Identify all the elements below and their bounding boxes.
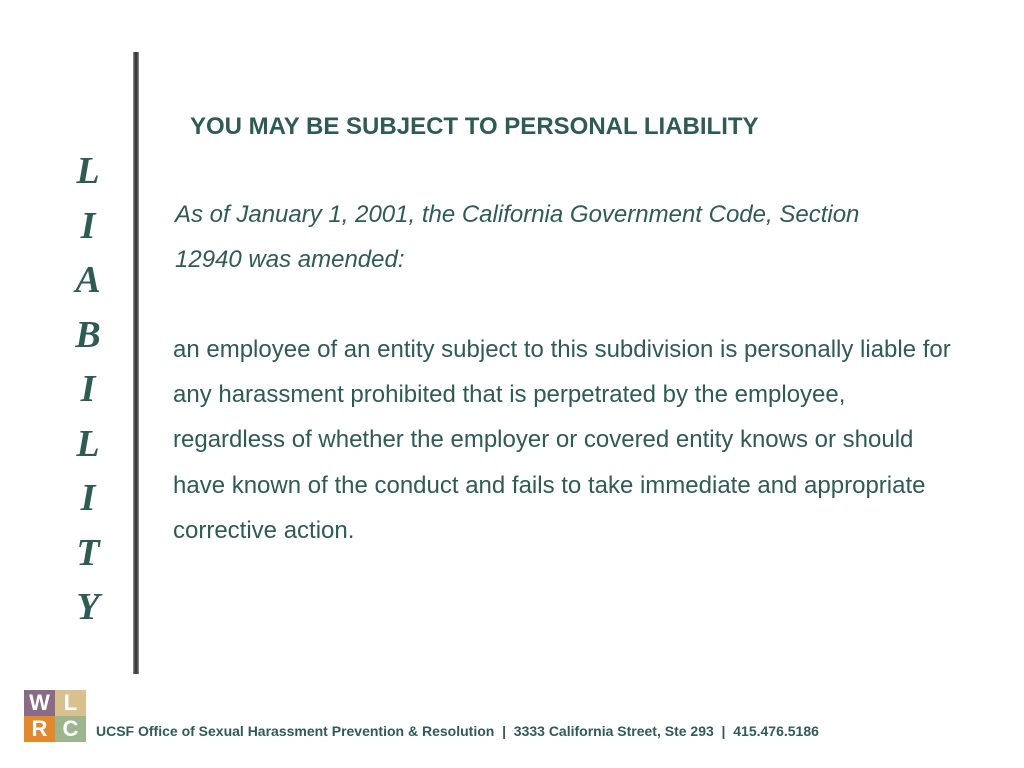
vertical-liability-word xyxy=(62,144,114,635)
vertical-divider xyxy=(133,52,139,674)
wlrc-logo xyxy=(24,690,86,742)
side-letter: I xyxy=(80,477,96,519)
side-letter: B xyxy=(75,313,101,356)
body-text: an employee of an entity subject to this subdivision is personally liable for any harassment prohibited that is perpetrated by the employee, regardless of whether the employer or covered entity knows or should have known of the conduct and fails to take immediate and appropriate corrective action. xyxy=(173,336,951,544)
side-letter: L xyxy=(76,422,100,465)
intro-text: As of January 1, 2001, the California Government Code, Section 12940 was amended: xyxy=(175,201,860,273)
footer xyxy=(24,690,1004,744)
main-content xyxy=(173,108,973,553)
side-letter: I xyxy=(80,368,96,410)
side-letter: Y xyxy=(76,586,100,628)
slide-heading: YOU MAY BE SUBJECT TO PERSONAL LIABILITY xyxy=(190,113,759,140)
side-letter: A xyxy=(75,259,101,301)
logo-cell-l: L xyxy=(55,690,86,716)
side-letter: L xyxy=(76,150,100,192)
footer-contact-text: UCSF Office of Sexual Harassment Prevention & Resolution | 3333 California Street, Ste 293 | 415.476.5186 xyxy=(96,723,819,739)
logo-cell-c: C xyxy=(55,716,86,742)
logo-cell-w: W xyxy=(24,690,55,716)
side-letter: I xyxy=(80,204,96,247)
logo-cell-r: R xyxy=(24,716,55,742)
side-letter: T xyxy=(76,531,100,574)
